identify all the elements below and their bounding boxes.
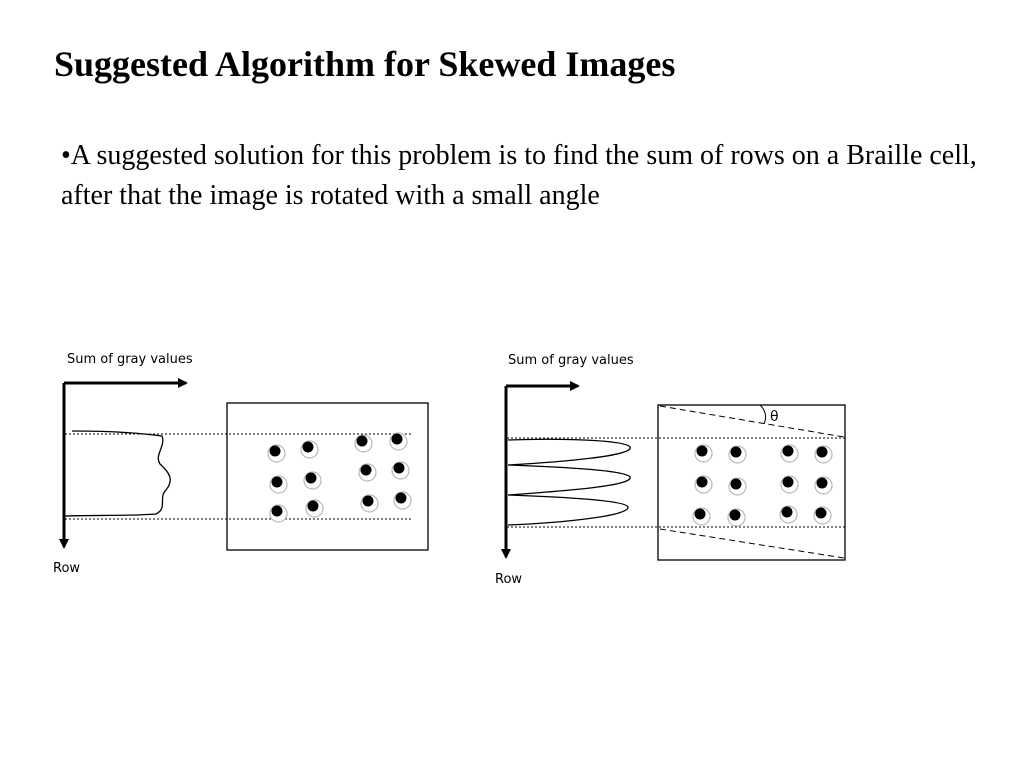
braille-dot bbox=[396, 493, 407, 504]
braille-dot bbox=[695, 509, 706, 520]
right-skew-line-bottom bbox=[660, 529, 844, 558]
braille-dot bbox=[697, 446, 708, 457]
braille-dot bbox=[783, 477, 794, 488]
right-diagram bbox=[495, 353, 846, 587]
braille-dot bbox=[308, 501, 319, 512]
braille-dot bbox=[270, 446, 281, 457]
braille-dot bbox=[817, 478, 828, 489]
braille-dot bbox=[363, 496, 374, 507]
left-diagram bbox=[53, 352, 428, 576]
braille-dot bbox=[783, 446, 794, 457]
left-braille-dots bbox=[268, 433, 411, 522]
right-braille-dots bbox=[693, 445, 832, 526]
braille-dot bbox=[306, 473, 317, 484]
braille-dot bbox=[816, 508, 827, 519]
braille-dot bbox=[272, 477, 283, 488]
braille-dot bbox=[731, 447, 742, 458]
braille-dot bbox=[817, 447, 828, 458]
braille-dot bbox=[361, 465, 372, 476]
right-axis-y-label: Row bbox=[495, 572, 523, 587]
right-axis-x-label: Sum of gray values bbox=[508, 353, 634, 368]
braille-dot bbox=[394, 463, 405, 474]
right-angle-label: θ bbox=[770, 409, 779, 425]
braille-dot bbox=[303, 442, 314, 453]
braille-dot bbox=[730, 510, 741, 521]
right-row-sum-curve bbox=[508, 439, 630, 525]
bullet-text: •A suggested solution for this problem is to find the sum of rows on a Braille cell, after that the image is rotated with a small angle bbox=[61, 140, 977, 211]
right-skew-line-top bbox=[660, 406, 844, 437]
braille-dot bbox=[392, 434, 403, 445]
braille-dot bbox=[697, 477, 708, 488]
left-row-sum-curve bbox=[64, 431, 170, 516]
left-axis-y-label: Row bbox=[53, 561, 81, 576]
slide-title: Suggested Algorithm for Skewed Images bbox=[54, 44, 676, 84]
braille-dot bbox=[782, 507, 793, 518]
right-angle-arc bbox=[760, 405, 766, 424]
braille-dot bbox=[731, 479, 742, 490]
left-axis-x-label: Sum of gray values bbox=[67, 352, 193, 367]
braille-dot bbox=[272, 506, 283, 517]
braille-dot bbox=[357, 436, 368, 447]
